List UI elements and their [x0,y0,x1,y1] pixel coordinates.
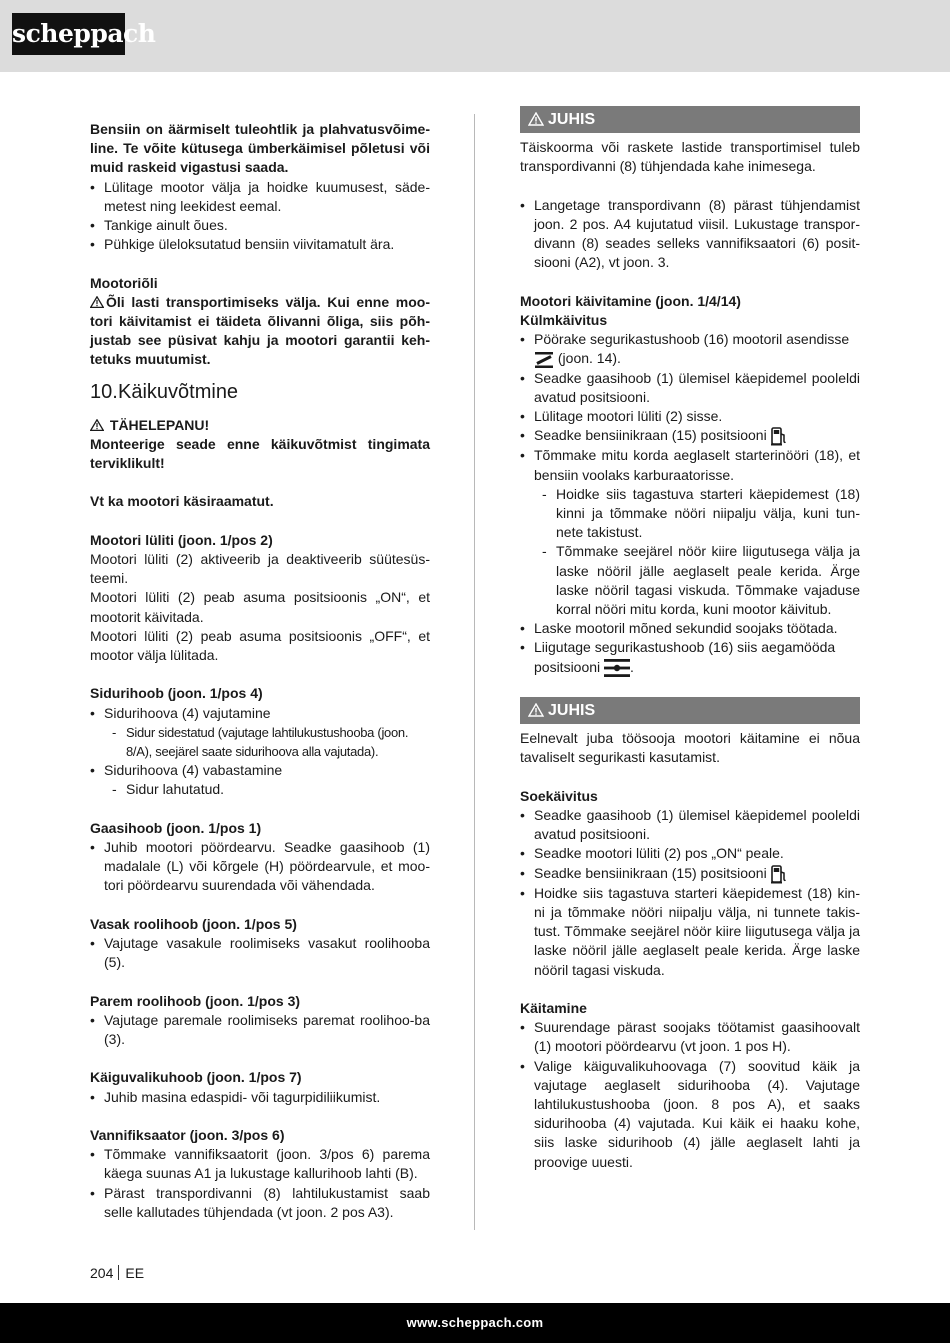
list-item: • Vajutage vasakule roolimiseks vasakut roolihooba (5). [90,934,430,972]
attention-label: TÄHELEPANU! [109,416,210,433]
list-item: • Seadke gaasihoob (1) ülemisel käepidemel pooleldi avatud positsiooni. [520,369,860,407]
fuel-pump-icon [771,426,787,446]
oil-warning [90,293,430,370]
list-item: • Hoidke siis tagastuva starteri käepidemest (18) kin-ni ja tõmmake nööri niipalju välja, ni tunnete takis-tust. Tõmmake seejärel nöör kiire liigutusega välja ja laske nööril jälle aeglaselt peale kerida. Ärge laske nööril tagasi viskuda. [520,884,860,980]
switch-paragraph: Mootori lüliti (2) aktiveerib ja deaktiveerib süütesüs-teemi. [90,551,430,587]
right-lever-list [90,1011,430,1049]
oil-heading: Mootoriõli [90,274,158,291]
attention-label-line [90,416,430,435]
list-item: • Juhib mootori pöördearvu. Seadke gaasihoob (1) madalale (L) või kõrgele (H) pöördearvule, et moo-tori pöördearvu suurendada või vähendada. [90,838,430,896]
cold-start-list [520,330,860,678]
list-item: • Valige käiguvalikuhoovaga (7) soovitud käik ja vajutage aeglaselt sidurihooba (4). Vajutage lahtilukustushooba (joon. 8 pos A), et saaks sidurihooba (4) vajutada. Kui käik ei haaku kohe, siis laske sidurihoob (4) jälle aeglaselt lahti ja proovige uuesti. [520,1057,860,1172]
list-subitem: - Hoidke siis tagastuva starteri käepidemest (18) kinni ja tõmmake nööri niipalju välja, kuni tun-nete takistust. [520,485,860,543]
list-item-text: Pöörake segurikastushoob (16) mootoril asendisse [534,331,850,347]
section-number: 10. [90,380,118,403]
warm-start-heading: Soekäivitus [520,787,598,804]
choke-open-icon [604,658,630,678]
list-item [520,330,860,369]
list-item: • Laske mootoril mõned sekundid soojaks töötada. [520,619,860,638]
list-item: • Lülitage mootori lüliti (2) sisse. [520,407,860,426]
warning-triangle-icon [528,112,544,126]
left-lever-heading: Vasak roolihoob (joon. 1/pos 5) [90,915,297,932]
throttle-list [90,838,430,896]
section-heading [90,380,430,404]
list-item: • Seadke gaasihoob (1) ülemisel käepidemel pooleldi avatud positsiooni. [520,806,860,844]
cold-start-heading: Külmkäivitus [520,311,608,328]
list-item-text: (joon. 14). [557,350,621,367]
list-item: • Langetage transpordivann (8) pärast tühjendamist joon. 2 pos. A4 kujutatud viisil. Lukustage transpor-divann (8) seades selleks vannifiksaatori (6) posit-siooni (A2), vt joon. 3. [520,196,860,273]
note-text: Täiskoorma või raskete lastide transportimisel tuleb transpordivanni (8) tühjendada kahe inimesega. [520,139,860,175]
gear-heading: Käiguvalikuhoob (joon. 1/pos 7) [90,1069,302,1086]
warning-triangle-icon [90,296,104,308]
note-list [520,196,860,273]
note-box-header [520,106,860,133]
right-lever-heading: Parem roolihoob (joon. 1/pos 3) [90,992,301,1009]
website-url: www.scheppach.com [406,1315,544,1330]
tub-heading: Vannifiksaator (joon. 3/pos 6) [90,1127,285,1144]
page-header [0,0,950,72]
fuel-warning: Bensiin on äärmiselt tuleohtlik ja plahvatusvõime-line. Te võite kütusega ümberkäimisel põletusi või muid raskeid vigastusi saada. [90,121,430,176]
language-code: EE [125,1265,145,1281]
list-item: • Tõmmake vannifiksaatorit (joon. 3/pos 6) parema käega suunas A1 ja lukustage kallurihoob lahti (B). [90,1145,430,1183]
attention-text: Monteerige seade enne käikuvõtmist tingimata terviklikult! [90,435,430,472]
left-lever-list [90,934,430,972]
see-manual: Vt ka mootori käsiraamatut. [90,493,274,510]
choke-closed-icon [534,351,554,369]
operation-heading: Käitamine [520,1000,587,1017]
left-column [90,120,430,1222]
note-box-header [520,697,860,724]
section-title: Käikuvõtmine [118,380,239,403]
clutch-list [90,704,430,800]
list-item: • Sidurihoova (4) vajutamine [90,704,430,723]
warm-start-list [520,806,860,980]
list-item: • Lülitage mootor välja ja hoidke kuumusest, säde-metest ning leekidest eemal. [90,178,430,216]
right-column [520,106,860,1172]
list-item: • Juhib masina edaspidi- või tagurpidiliikumist. [90,1088,430,1107]
list-item: • Sidurihoova (4) vabastamine [90,761,430,780]
list-item [520,864,860,884]
list-item [520,426,860,446]
list-item-text: Liigutage segurikastushoob (16) siis aegamööda positsiooni [534,639,836,675]
page-number-separator [118,1265,119,1280]
warning-triangle-icon [90,419,104,431]
list-item: • Seadke mootori lüliti (2) pos „ON“ peale. [520,844,860,863]
note-text: Eelnevalt juba töösooja mootori käitamine ei nõua tavaliselt segurikasti kasutamist. [520,730,860,766]
list-subitem: - Sidur lahutatud. [90,780,430,799]
note-label: JUHIS [548,702,596,720]
list-item: • Vajutage paremale roolimiseks paremat roolihoo-ba (3). [90,1011,430,1049]
list-item-text: Seadke bensiinikraan (15) positsiooni [534,864,767,881]
note-label: JUHIS [548,111,596,128]
list-item-text: Seadke bensiinikraan (15) positsiooni [534,427,767,444]
list-item: • Tankige ainult õues. [90,216,430,235]
page-number: 204 [90,1265,114,1281]
oil-warning-text: Õli lasti transportimiseks välja. Kui enne moo-tori käivitamist ei täideta õlivanni õliga, siis põh-justab see püsivat kahju ja mootori garantii keh-tetuks muutumist. [90,293,430,368]
switch-paragraph: Mootori lüliti (2) peab asuma positsioonis „ON“, et mootorit käivitada. [90,589,430,625]
start-heading: Mootori käivitamine (joon. 1/4/14) [520,292,741,309]
tub-list [90,1145,430,1222]
list-item: • Tõmmake mitu korda aeglaselt starterinööri (18), et bensiin voolaks karburaatorisse. [520,446,860,484]
fuel-pump-icon [771,864,787,884]
scheppach-logo: scheppach [12,13,125,55]
list-item: • Pühkige üleloksutatud bensiin viivitamatult ära. [90,235,430,254]
switch-heading: Mootori lüliti (joon. 1/pos 2) [90,531,273,548]
list-subitem: - Sidur sidestatud (vajutage lahtilukustushooba (joon. 8/A), seejärel saate sidurihoova alla vajutada). [90,723,430,761]
operation-list [520,1018,860,1172]
list-item: • Liigutage segurikastushoob (16) siis aegamööda positsiooni . [520,638,860,678]
list-subitem: - Tõmmake seejärel nöör kiire liigutusega välja ja laske nööril jälle aeglaselt peale kerida. Ärge laske nööril tagasi viskuda. Tõmmake vajaduse korral nööri mitu korda, kuni mootor käivitub. [520,542,860,619]
column-divider [474,114,475,1230]
list-item: • Pärast transpordivanni (8) lahtilukustamist saab selle kallutades tühjendada (vt joon. 2 pos A3). [90,1184,430,1222]
page-footer [0,1303,950,1343]
switch-paragraph: Mootori lüliti (2) peab asuma positsioonis „OFF“, et mootor välja lülitada. [90,627,430,664]
throttle-heading: Gaasihoob (joon. 1/pos 1) [90,819,262,836]
clutch-heading: Sidurihoob (joon. 1/pos 4) [90,685,263,702]
list-item: • Suurendage pärast soojaks töötamist gaasihoovalt (1) mootori pöördearvu (vt joon. 1 pos H). [520,1018,860,1056]
gear-list [90,1088,430,1107]
page-number-label [90,1264,144,1283]
fuel-bullet-list [90,178,430,255]
warning-triangle-icon [528,703,544,717]
